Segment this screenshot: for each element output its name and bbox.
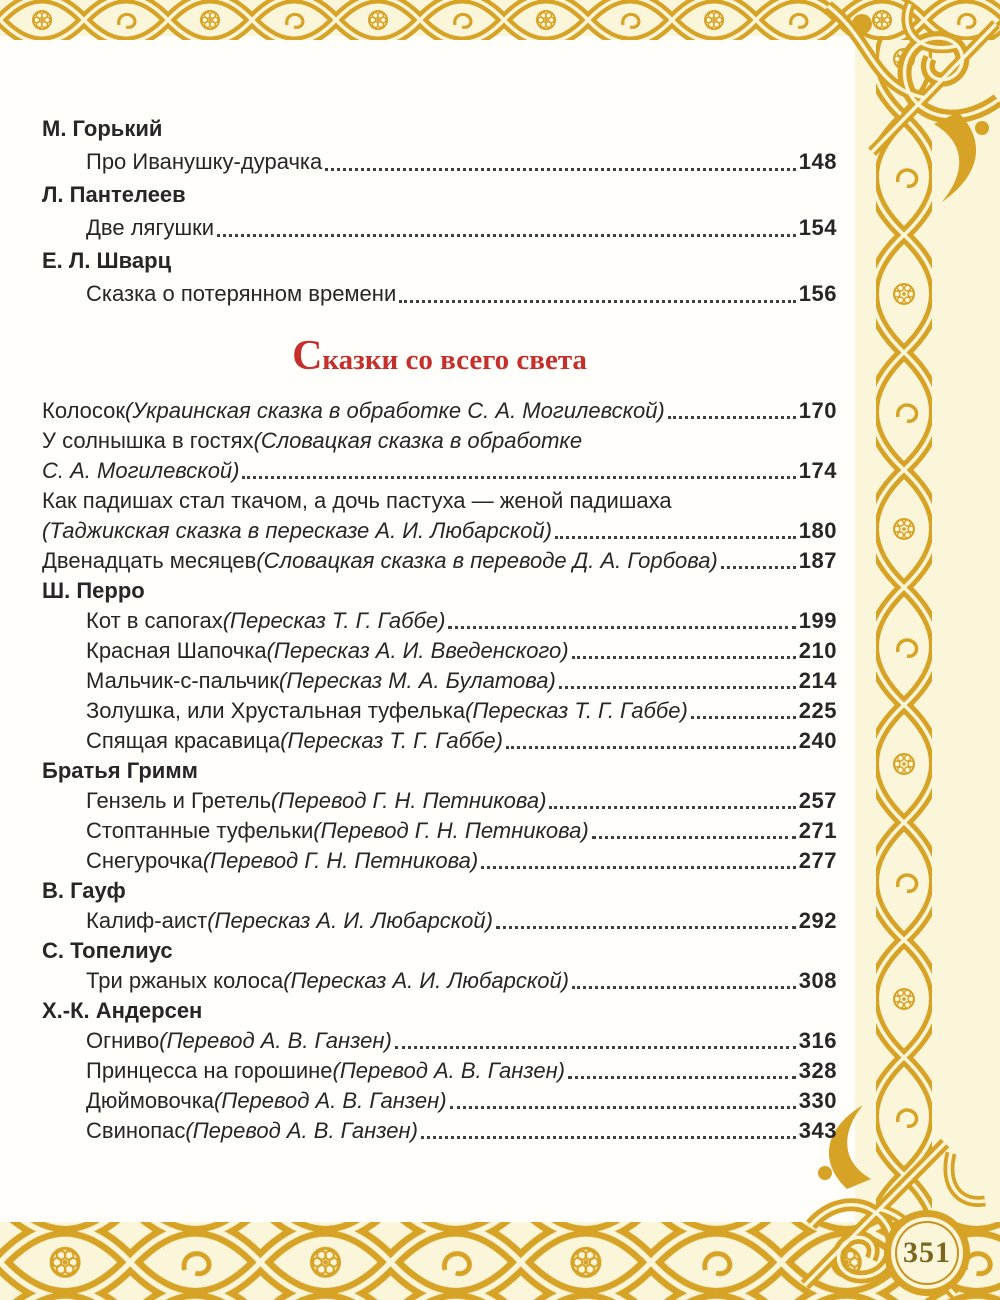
- toc-row: [42, 726, 837, 756]
- toc-row: [42, 546, 837, 576]
- toc-row: [42, 244, 837, 277]
- toc-row: [42, 486, 837, 516]
- toc-title: Мальчик-с-пальчик: [86, 668, 280, 693]
- toc-attribution: (Пересказ Т. Г. Габбе): [465, 698, 688, 723]
- leader-dots: [242, 476, 795, 479]
- toc-row: [42, 906, 837, 936]
- leader-dots: [549, 806, 795, 809]
- toc-attribution: (Пересказ А. И. Любарской): [207, 908, 493, 933]
- toc-page-number: 180: [798, 518, 837, 543]
- toc-attribution: (Словацкая сказка в обработке: [253, 428, 583, 453]
- toc-title: Золушка, или Хрустальная туфелька: [86, 698, 466, 723]
- section-heading: Сказки со всего света: [292, 333, 587, 379]
- leader-dots: [421, 1136, 796, 1139]
- toc-page-number: 271: [798, 818, 837, 843]
- toc-page-number: 308: [798, 968, 837, 993]
- toc-title: Стоптанные туфельки: [86, 818, 314, 843]
- toc-row: [42, 1056, 837, 1086]
- toc-page-number: 156: [798, 281, 837, 306]
- toc-page-number: 330: [798, 1088, 837, 1113]
- toc-title: Л. Пантелеев: [42, 182, 186, 207]
- toc-row: [42, 636, 837, 666]
- toc-title: В. Гауф: [42, 878, 126, 903]
- leader-dots: [721, 566, 796, 569]
- toc-attribution: (Перевод А. В. Ганзен): [159, 1028, 392, 1053]
- toc-row: [42, 211, 837, 244]
- toc-title: Снегурочка: [86, 848, 203, 873]
- leader-dots: [496, 926, 796, 929]
- leader-dots: [506, 746, 796, 749]
- toc-title: Как падишах стал ткачом, а дочь пастуха — женой падишаха: [42, 488, 672, 513]
- toc-row: [42, 876, 837, 906]
- toc-attribution: С. А. Могилевской): [42, 458, 240, 483]
- toc-row: [42, 666, 837, 696]
- leader-dots: [395, 1046, 796, 1049]
- toc-row: [42, 112, 837, 145]
- toc-title: Колосок: [42, 398, 125, 423]
- toc-row: [42, 178, 837, 211]
- toc-attribution: (Перевод Г. Н. Петникова): [271, 788, 547, 813]
- toc-row: [42, 756, 837, 786]
- toc-page-number: 257: [798, 788, 837, 813]
- toc-content: [42, 112, 837, 1146]
- leader-dots: [448, 626, 795, 629]
- toc-title: М. Горький: [42, 116, 163, 141]
- toc-title: Гензель и Гретель: [86, 788, 272, 813]
- toc-page-number: 187: [798, 548, 837, 573]
- page-number: 351: [903, 1236, 951, 1269]
- toc-title: Двенадцать месяцев: [42, 548, 257, 573]
- toc-page-number: 174: [798, 458, 837, 483]
- toc-page-number: 170: [798, 398, 837, 423]
- toc-page-number: 316: [798, 1028, 837, 1053]
- toc-attribution: (Перевод Г. Н. Петникова): [202, 848, 479, 873]
- page-number-badge: [884, 1210, 970, 1296]
- leader-dots: [572, 986, 796, 989]
- toc-title: Калиф-аист: [86, 908, 208, 933]
- leader-dots: [592, 836, 796, 839]
- toc-row: [42, 426, 837, 456]
- toc-attribution: (Пересказ Т. Г. Габбе): [280, 728, 503, 753]
- toc-page-number: 210: [798, 638, 837, 663]
- leader-dots: [691, 716, 796, 719]
- toc-row: [42, 816, 837, 846]
- leader-dots: [668, 416, 796, 419]
- toc-attribution: (Перевод Г. Н. Петникова): [313, 818, 589, 843]
- toc-page-number: 154: [798, 215, 837, 240]
- toc-title: Кот в сапогах: [86, 608, 223, 633]
- toc-title: Красная Шапочка: [86, 638, 267, 663]
- toc-title: Две лягушки: [86, 215, 215, 240]
- toc-main-list: [42, 396, 837, 1146]
- toc-row: [42, 966, 837, 996]
- toc-page-number: 328: [798, 1058, 837, 1083]
- toc-page-number: 343: [798, 1118, 837, 1143]
- toc-top-list: [42, 112, 837, 310]
- toc-row: [42, 936, 837, 966]
- leader-dots: [555, 536, 796, 539]
- toc-row: [42, 1116, 837, 1146]
- toc-title: С. Топелиус: [42, 938, 173, 963]
- toc-title: Е. Л. Шварц: [42, 248, 172, 273]
- toc-attribution: (Перевод А. В. Ганзен): [185, 1118, 418, 1143]
- leader-dots: [559, 686, 796, 689]
- toc-title: Три ржаных колоса: [86, 968, 284, 993]
- toc-attribution: (Пересказ А. И. Любарской): [283, 968, 570, 993]
- toc-page-number: 199: [798, 608, 837, 633]
- corner-flourish-top-right: [810, 0, 1000, 205]
- toc-page-number: 148: [798, 149, 837, 174]
- toc-row: [42, 516, 837, 546]
- toc-row: [42, 396, 837, 426]
- toc-row: [42, 576, 837, 606]
- toc-title: Братья Гримм: [42, 758, 198, 783]
- toc-row: [42, 456, 837, 486]
- leader-dots: [399, 300, 796, 303]
- toc-row: [42, 145, 837, 178]
- toc-attribution: (Словацкая сказка в переводе Д. А. Горбова): [256, 548, 718, 573]
- toc-row: [42, 277, 837, 310]
- toc-row: [42, 1086, 837, 1116]
- toc-title: Огниво: [86, 1028, 160, 1053]
- toc-title: Принцесса на горошине: [86, 1058, 333, 1083]
- leader-dots: [450, 1106, 796, 1109]
- toc-title: Про Иванушку-дурачка: [86, 149, 323, 174]
- toc-attribution: (Пересказ Т. Г. Габбе): [222, 608, 446, 633]
- toc-title: Ш. Перро: [42, 578, 145, 603]
- toc-attribution: (Перевод А. В. Ганзен): [332, 1058, 566, 1083]
- toc-row: [42, 696, 837, 726]
- toc-page-number: 292: [798, 908, 837, 933]
- toc-title: У солнышка в гостях: [42, 428, 254, 453]
- leader-dots: [325, 168, 796, 171]
- toc-page-number: 225: [798, 698, 837, 723]
- toc-attribution: (Таджикская сказка в пересказе А. И. Любарской): [42, 518, 552, 543]
- toc-title: Х.-К. Андерсен: [42, 998, 203, 1023]
- toc-title: Спящая красавица: [86, 728, 281, 753]
- toc-attribution: (Пересказ А. И. Введенского): [266, 638, 569, 663]
- toc-title: Свинопас: [86, 1118, 186, 1143]
- toc-title: Сказка о потерянном времени: [86, 281, 397, 306]
- toc-page-number: 214: [798, 668, 837, 693]
- leader-dots: [217, 234, 796, 237]
- toc-row: [42, 786, 837, 816]
- toc-page-number: 240: [798, 728, 837, 753]
- toc-title: Дюймовочка: [86, 1088, 215, 1113]
- toc-row: [42, 996, 837, 1026]
- toc-attribution: (Украинская сказка в обработке С. А. Могилевской): [125, 398, 665, 423]
- toc-row: [42, 1026, 837, 1056]
- leader-dots: [481, 866, 796, 869]
- toc-row: [42, 606, 837, 636]
- toc-row: [42, 846, 837, 876]
- leader-dots: [568, 1076, 796, 1079]
- toc-page-number: 277: [798, 848, 837, 873]
- toc-attribution: (Пересказ М. А. Булатова): [279, 668, 556, 693]
- leader-dots: [572, 656, 796, 659]
- toc-attribution: (Перевод А. В. Ганзен): [214, 1088, 447, 1113]
